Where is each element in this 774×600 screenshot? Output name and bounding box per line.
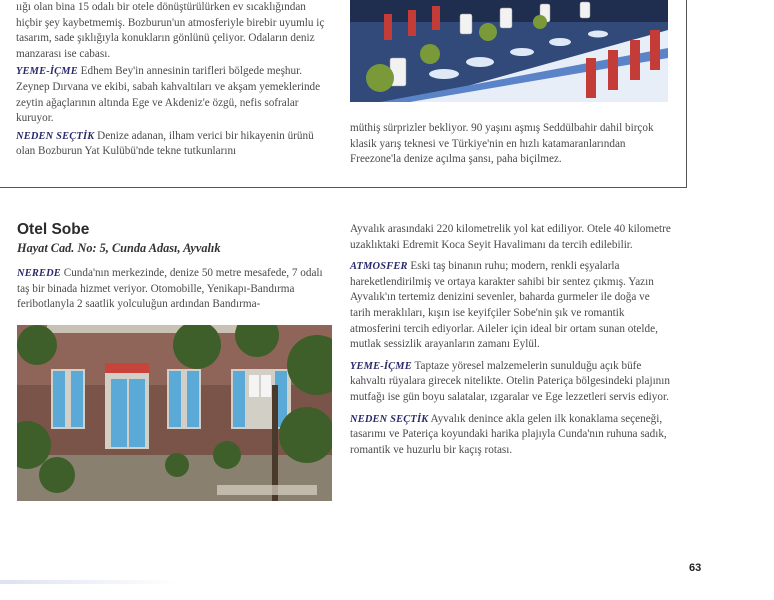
previous-neden-paragraph — [16, 129, 330, 160]
decorative-edge — [0, 580, 180, 584]
atmosfer-paragraph — [350, 259, 672, 353]
hotel-facade-photo — [17, 325, 332, 501]
previous-article-left-column — [16, 0, 330, 162]
hotel-address: Hayat Cad. No: 5, Cunda Adası, Ayvalık — [17, 241, 221, 255]
dining-table-photo — [350, 0, 668, 102]
hotel-yeme-text: Taptaze yöresel malzemelerin sunulduğu açık büfe kahvaltı rüyalara girecek nitelikte. Otelin Pateriça bölgesindeki plajının mutfağı ise gün boyu salatalar, ızgaralar ve Ege lezzetleri servis ediyor. — [350, 359, 670, 403]
hotel-right-column — [350, 222, 672, 464]
nerede-paragraph — [17, 266, 333, 313]
nerede-label: NEREDE — [17, 268, 61, 279]
page-number: 63 — [689, 562, 702, 574]
previous-neden-label: NEDEN SEÇTİK — [16, 130, 95, 142]
hotel-yeme-paragraph — [350, 359, 672, 406]
hotel-neden-paragraph — [350, 412, 672, 459]
previous-yeme-label: YEME-İÇME — [16, 66, 78, 78]
hotel-title: Otel Sobe — [17, 221, 90, 238]
atmosfer-text: Eski taş binanın ruhu; modern, renkli eşyalarla hareketlendirilmiş ve ortaya karakter sahibi bir sentez çıkmış. Yazın Ayvalık'ın tertemiz denizini sevenler, baharda gurmeler ile doğa ve tarih meraklıları, kışın ise keyifçiler Sobe'nin şık ve romantik atmosferini tercih ediyorlar. Aileler için ideal bir ortam sunan otelde, mutlak sessizlik arayanların zamanı Eylül. — [350, 260, 658, 351]
hotel-neden-text: Ayvalık denince akla gelen ilk konaklama seçeneği, tasarımı ve Pateriça koyundaki harika plajıyla Cunda'nın ruhuna sadık, romantik ve huzurlu bir kaçış rotası. — [350, 412, 667, 456]
hotel-neden-label: NEDEN SEÇTİK — [350, 413, 429, 425]
previous-article-right-column — [350, 121, 672, 170]
previous-neden-text: Denize adanan, ilham verici bir hikayenin ürünü olan Bozburun Yat Kulübü'nde tekne tutkunlarını — [16, 129, 314, 158]
hotel-directions-paragraph: Ayvalık arasındaki 220 kilometrelik yol kat ediliyor. Otele 40 kilometre uzaklıktaki Edremit Koca Seyit Havalimanı da tercih edilebilir. — [350, 223, 671, 251]
hotel-yeme-label: YEME-İÇME — [350, 360, 412, 372]
atmosfer-label: ATMOSFER — [350, 261, 408, 273]
previous-yeme-paragraph — [16, 64, 330, 126]
nerede-text: Cunda'nın merkezinde, denize 50 metre mesafede, 7 odalı taş bir binada hizmet veriyor. Otomobille, Yenikapı-Bandırma feribotlanyla 2 saatlik yolculuğun ardından Bandırma- — [17, 267, 323, 311]
hotel-facade-illustration — [17, 325, 332, 501]
previous-yeme-text: Edhem Bey'in annesinin tarifleri bölgede meşhur. Zeynep Dırvana ve ekibi, sabah kahvaltıları ve akşam yemeklerinde zeytin ağaçlarının altında Ege ve Akdeniz'e özgü, nefis sofralar kuruyor. — [16, 65, 321, 125]
hotel-left-column — [17, 266, 333, 315]
dining-table-illustration — [350, 0, 668, 102]
previous-article-intro: ıığı olan bina 15 odalı bir otele dönüştürülürken ev sıcaklığından hiçbir şey kaybetmemiş. Bozburun'un atmosferiyle birebir uyumlu iç tasarım, sade şıklığıyla konukların gönlünü çeliyor. Odaların deniz manzarası ise cabası. — [16, 1, 325, 60]
previous-article-ending: müthiş sürprizler bekliyor. 90 yaşını aşmış Seddülbahir dahil birçok klasik yarış teknesi ve Türkiye'nin en hızlı katamaranlarından Freezone'la denize açılma şansı, paha biçilmez. — [350, 122, 654, 166]
